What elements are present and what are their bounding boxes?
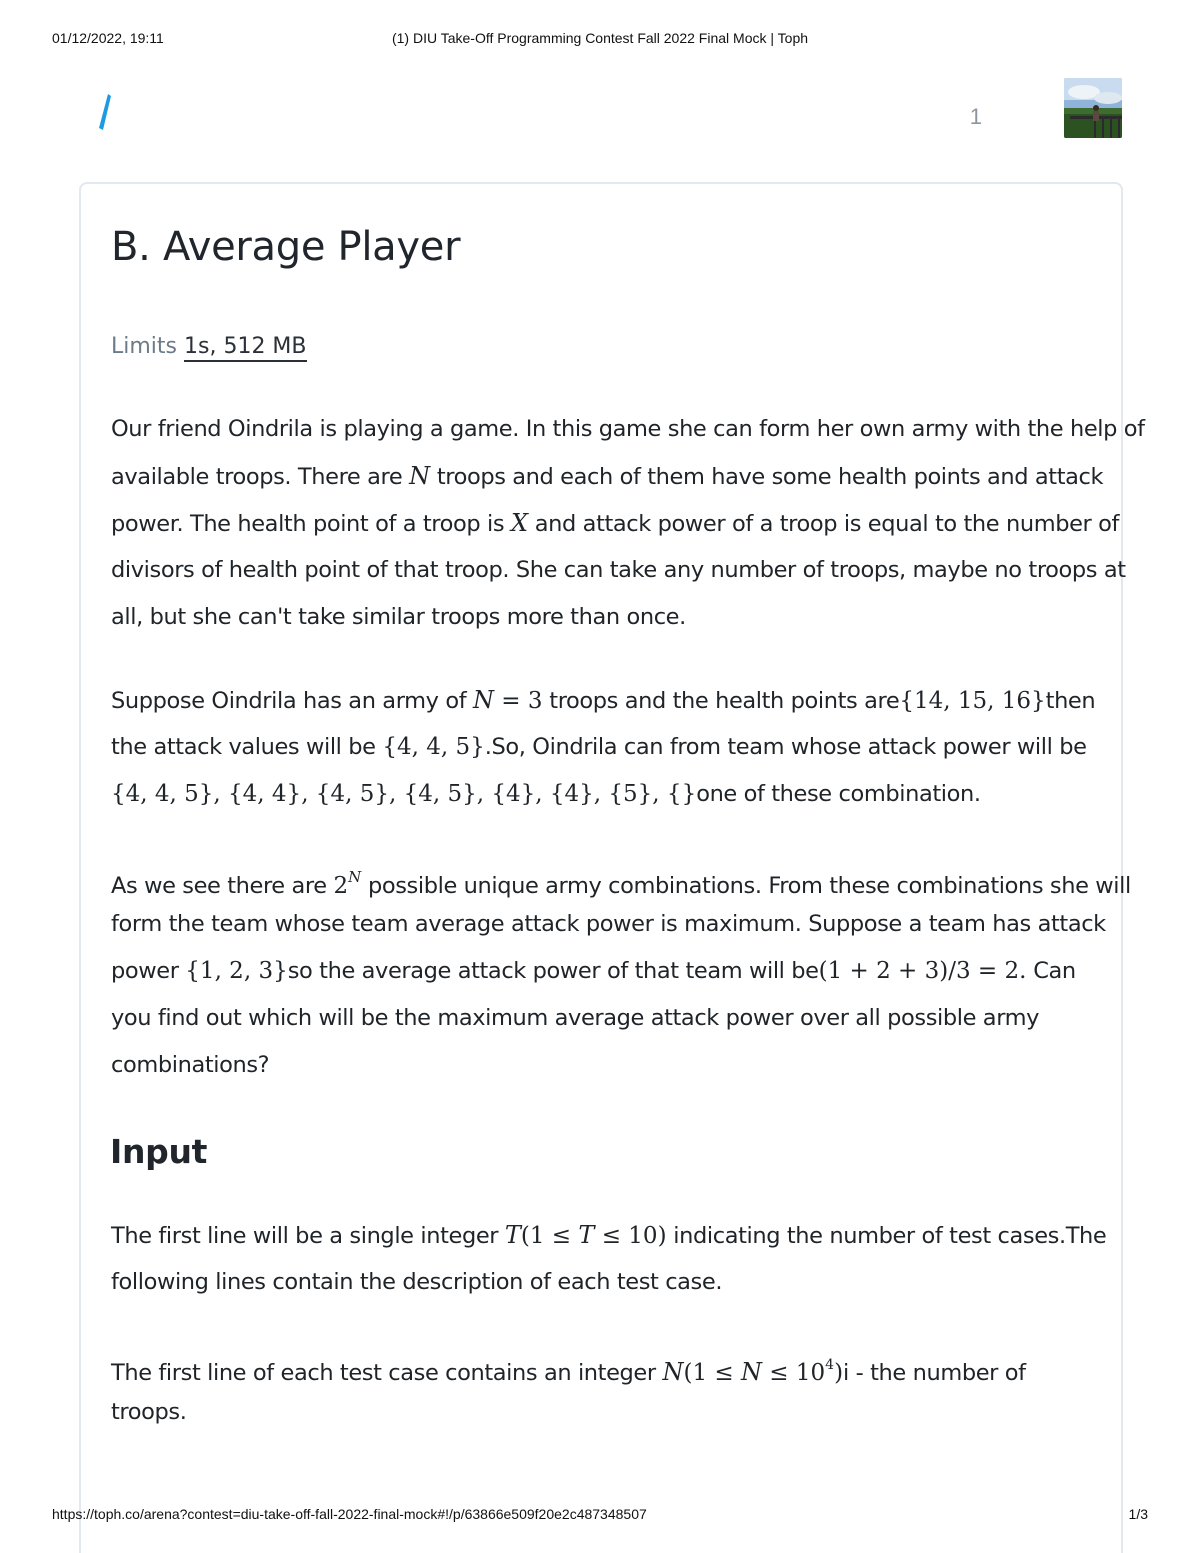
math-expr: 2	[333, 873, 349, 899]
statement-line: the attack values will be {4, 4, 5}.So, Oindrila can from team whose attack power will be	[111, 734, 1087, 760]
print-header	[52, 30, 1148, 50]
statement-line: The first line of each test case contains an integer $N(1 \le N \le 10^4)i$ - the number of	[111, 1357, 1026, 1386]
math-var: X	[510, 509, 529, 537]
statement-line: form the team whose team average attack power is maximum. Suppose a team has attack	[111, 911, 1106, 937]
statement-line: {4, 4, 5}, {4, 4}, {4, 5}, {4, 5}, {4}, {4}, {5}, {}one of these combination.	[111, 781, 981, 807]
statement-line: Suppose Oindrila has an army of N = 3 troops and the health points are{14, 15, 16}then	[111, 686, 1096, 714]
statement-paragraph-3	[111, 854, 1131, 1089]
print-page-title: (1) DIU Take-Off Programming Contest Fall 2022 Final Mock | Toph	[391, 30, 809, 46]
math-expr: ≤ 10)	[594, 1223, 667, 1249]
math-var: N	[662, 1358, 684, 1386]
user-avatar-photo[interactable]	[1064, 78, 1122, 138]
math-var: T	[504, 1221, 521, 1249]
print-date: 01/12/2022, 19:11	[52, 30, 164, 46]
math-expr: {1, 2, 3}	[185, 958, 288, 984]
math-expr: (1 + 2 + 3)/3 = 2.	[818, 958, 1027, 984]
toph-logo-slash-icon[interactable]	[98, 92, 112, 132]
math-var: T	[578, 1221, 595, 1249]
math-exponent: 4	[825, 1357, 835, 1373]
math-expr: ≤ 10	[761, 1360, 826, 1386]
math-var: N	[409, 462, 431, 490]
statement-line: power {1, 2, 3}so the average attack power of that team will be(1 + 2 + 3)/3 = 2. Can	[111, 958, 1076, 984]
notification-count[interactable]: 1	[969, 104, 982, 129]
math-expr: )	[834, 1360, 844, 1386]
print-footer	[52, 1506, 1148, 1526]
input-paragraph-2	[111, 1342, 1101, 1436]
statement-line: divisors of health point of that troop. She can take any number of troops, maybe no troops at	[111, 557, 1126, 583]
statement-line: As we see there are $2^N$ possible unique army combinations. From these combinations she will	[111, 868, 1131, 899]
math-expr: {4, 4, 5}, {4, 4}, {4, 5}, {4, 5}, {4}, {4}, {5}, {}	[111, 781, 697, 807]
statement-paragraph-2	[111, 677, 1101, 818]
limits-value: 1s, 512 MB	[184, 334, 307, 362]
input-section-heading: Input	[110, 1132, 208, 1171]
print-url: https://toph.co/arena?contest=diu-take-off-fall-2022-final-mock#!/p/63866e509f20e2c487348507	[52, 1506, 647, 1522]
statement-line: available troops. There are N troops and each of them have some health points and attack	[111, 462, 1104, 490]
statement-line: Our friend Oindrila is playing a game. In this game she can form her own army with the help of	[111, 416, 1145, 442]
input-paragraph-1	[111, 1212, 1107, 1306]
statement-line: combinations?	[111, 1052, 270, 1078]
problem-title: B. Average Player	[111, 224, 461, 270]
print-page-number: 1/3	[1128, 1506, 1148, 1522]
statement-paragraph-1	[111, 406, 1145, 641]
top-navbar	[80, 78, 1122, 140]
statement-line: following lines contain the description of each test case.	[111, 1269, 723, 1295]
statement-line: you find out which will be the maximum average attack power over all possible army	[111, 1005, 1040, 1031]
math-expr: {14, 15, 16}	[899, 688, 1046, 714]
statement-line: The first line will be a single integer T(1 ≤ T ≤ 10) indicating the number of test cases.The	[111, 1221, 1107, 1249]
limits-label: Limits	[111, 334, 177, 359]
statement-line: troops.	[111, 1399, 187, 1425]
math-var: N	[472, 686, 494, 714]
math-expr: (1 ≤	[683, 1360, 741, 1386]
math-expr: = 3	[493, 688, 543, 714]
statement-line: all, but she can't take similar troops more than once.	[111, 604, 686, 630]
problem-limits	[111, 334, 307, 359]
math-expr: (1 ≤	[520, 1223, 579, 1249]
math-var: N	[740, 1358, 762, 1386]
statement-line: power. The health point of a troop is X and attack power of a troop is equal to the number of	[111, 509, 1120, 537]
math-expr: {4, 4, 5}	[382, 734, 485, 760]
math-exponent: N	[348, 868, 362, 886]
